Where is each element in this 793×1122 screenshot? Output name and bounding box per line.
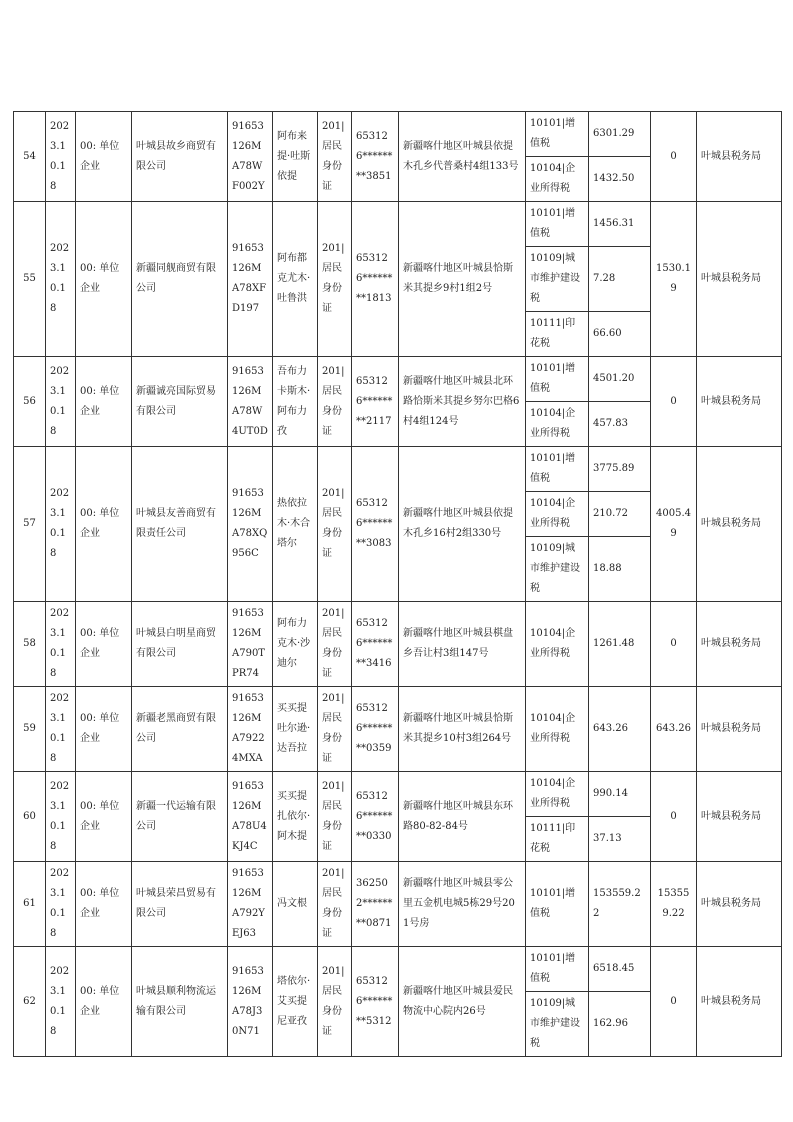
id-type-cell: 201|居民身份证 — [318, 447, 352, 602]
table-row — [14, 112, 782, 157]
id-number-cell: 653126********0330 — [352, 772, 399, 862]
tax-item-cell: 10101|增值税 — [526, 447, 589, 492]
taxpayer-type-cell: 00: 单位企业 — [76, 862, 132, 947]
tax-amount-cell: 1456.31 — [589, 202, 651, 247]
table-row — [14, 687, 782, 772]
tax-amount-cell: 162.96 — [589, 992, 651, 1057]
id-number-cell: 653126********5312 — [352, 947, 399, 1057]
total-amount-cell: 0 — [651, 772, 697, 862]
credit-code-cell: 91653126MA78W4UT0D — [228, 357, 273, 447]
taxpayer-type-cell: 00: 单位企业 — [76, 687, 132, 772]
tax-item-cell: 10109|城市维护建设税 — [526, 992, 589, 1057]
tax-item-cell: 10104|企业所得税 — [526, 492, 589, 537]
id-number-cell: 653126********3083 — [352, 447, 399, 602]
taxpayer-type-cell: 00: 单位企业 — [76, 357, 132, 447]
address-cell: 新疆喀什地区叶城县东环路80-82-84号 — [399, 772, 526, 862]
address-cell: 新疆喀什地区叶城县零公里五金机电城5栋29号201号房 — [399, 862, 526, 947]
row-number-cell: 61 — [14, 862, 46, 947]
table-row — [14, 202, 782, 247]
row-number-cell: 57 — [14, 447, 46, 602]
address-cell: 新疆喀什地区叶城县棋盘乡吾让村3组147号 — [399, 602, 526, 687]
date-cell: 2023.10.18 — [46, 202, 76, 357]
row-number-cell: 58 — [14, 602, 46, 687]
company-name-cell: 叶城县顺利物流运输有限公司 — [132, 947, 228, 1057]
tax-amount-cell: 153559.22 — [589, 862, 651, 947]
total-amount-cell: 643.26 — [651, 687, 697, 772]
address-cell: 新疆喀什地区叶城县北环路恰斯米其提乡努尔巴格6村4组124号 — [399, 357, 526, 447]
company-name-cell: 新疆一代运输有限公司 — [132, 772, 228, 862]
total-amount-cell: 0 — [651, 947, 697, 1057]
id-type-cell: 201|居民身份证 — [318, 772, 352, 862]
date-cell: 2023.10.18 — [46, 112, 76, 202]
company-name-cell: 叶城县荣昌贸易有限公司 — [132, 862, 228, 947]
total-amount-cell: 0 — [651, 602, 697, 687]
tax-office-cell: 叶城县税务局 — [697, 602, 782, 687]
tax-item-cell: 10101|增值税 — [526, 357, 589, 402]
address-cell: 新疆喀什地区叶城县依提木孔乡代普桑村4组133号 — [399, 112, 526, 202]
tax-amount-cell: 4501.20 — [589, 357, 651, 402]
total-amount-cell: 1530.19 — [651, 202, 697, 357]
tax-item-cell: 10111|印花税 — [526, 312, 589, 357]
tax-amount-cell: 3775.89 — [589, 447, 651, 492]
id-number-cell: 653126********2117 — [352, 357, 399, 447]
id-type-cell: 201|居民身份证 — [318, 202, 352, 357]
id-type-cell: 201|居民身份证 — [318, 947, 352, 1057]
legal-representative-cell: 阿布来提·吐斯依提 — [273, 112, 318, 202]
tax-item-cell: 10104|企业所得税 — [526, 402, 589, 447]
total-amount-cell: 0 — [651, 357, 697, 447]
company-name-cell: 叶城县故乡商贸有限公司 — [132, 112, 228, 202]
tax-office-cell: 叶城县税务局 — [697, 772, 782, 862]
address-cell: 新疆喀什地区叶城县恰斯米其提乡10村3组264号 — [399, 687, 526, 772]
date-cell: 2023.10.18 — [46, 602, 76, 687]
tax-amount-cell: 18.88 — [589, 537, 651, 602]
tax-office-cell: 叶城县税务局 — [697, 687, 782, 772]
taxpayer-type-cell: 00: 单位企业 — [76, 447, 132, 602]
company-name-cell: 新疆同舰商贸有限公司 — [132, 202, 228, 357]
table-row — [14, 862, 782, 947]
tax-item-cell: 10101|增值税 — [526, 202, 589, 247]
tax-amount-cell: 990.14 — [589, 772, 651, 817]
address-cell: 新疆喀什地区叶城县恰斯米其提乡9村1组2号 — [399, 202, 526, 357]
tax-item-cell: 10109|城市维护建设税 — [526, 537, 589, 602]
tax-office-cell: 叶城县税务局 — [697, 447, 782, 602]
table-row — [14, 947, 782, 992]
address-cell: 新疆喀什地区叶城县依提木孔乡16村2组330号 — [399, 447, 526, 602]
tax-item-cell: 10104|企业所得税 — [526, 687, 589, 772]
id-type-cell: 201|居民身份证 — [318, 687, 352, 772]
table-row — [14, 447, 782, 492]
credit-code-cell: 91653126MA78WF002Y — [228, 112, 273, 202]
tax-amount-cell: 1261.48 — [589, 602, 651, 687]
id-number-cell: 653126********1813 — [352, 202, 399, 357]
taxpayer-type-cell: 00: 单位企业 — [76, 772, 132, 862]
tax-item-cell: 10104|企业所得税 — [526, 772, 589, 817]
tax-office-cell: 叶城县税务局 — [697, 202, 782, 357]
tax-item-cell: 10101|增值税 — [526, 112, 589, 157]
id-number-cell: 653126********3416 — [352, 602, 399, 687]
total-amount-cell: 4005.49 — [651, 447, 697, 602]
tax-amount-cell: 210.72 — [589, 492, 651, 537]
table-row — [14, 357, 782, 402]
tax-amount-cell: 7.28 — [589, 247, 651, 312]
address-cell: 新疆喀什地区叶城县爱民物流中心院内26号 — [399, 947, 526, 1057]
table-row — [14, 602, 782, 687]
taxpayer-type-cell: 00: 单位企业 — [76, 112, 132, 202]
row-number-cell: 62 — [14, 947, 46, 1057]
credit-code-cell: 91653126MA78U4KJ4C — [228, 772, 273, 862]
tax-item-cell: 10109|城市维护建设税 — [526, 247, 589, 312]
company-name-cell: 新疆诚亮国际贸易有限公司 — [132, 357, 228, 447]
legal-representative-cell: 买买提扎依尔·阿木提 — [273, 772, 318, 862]
credit-code-cell: 91653126MA78XQ956C — [228, 447, 273, 602]
tax-office-cell: 叶城县税务局 — [697, 862, 782, 947]
tax-arrears-table — [13, 111, 782, 1057]
row-number-cell: 54 — [14, 112, 46, 202]
date-cell: 2023.10.18 — [46, 357, 76, 447]
tax-amount-cell: 6301.29 — [589, 112, 651, 157]
tax-item-cell: 10104|企业所得税 — [526, 602, 589, 687]
id-number-cell: 362502********0871 — [352, 862, 399, 947]
tax-amount-cell: 6518.45 — [589, 947, 651, 992]
date-cell: 2023.10.18 — [46, 687, 76, 772]
credit-code-cell: 91653126MA792YEJ63 — [228, 862, 273, 947]
row-number-cell: 59 — [14, 687, 46, 772]
legal-representative-cell: 阿布力克木·沙迪尔 — [273, 602, 318, 687]
tax-item-cell: 10101|增值税 — [526, 862, 589, 947]
tax-item-cell: 10111|印花税 — [526, 817, 589, 862]
legal-representative-cell: 买买提吐尔逊·达吾拉 — [273, 687, 318, 772]
credit-code-cell: 91653126MA78XFD197 — [228, 202, 273, 357]
legal-representative-cell: 热依拉木·木合塔尔 — [273, 447, 318, 602]
date-cell: 2023.10.18 — [46, 772, 76, 862]
id-type-cell: 201|居民身份证 — [318, 357, 352, 447]
date-cell: 2023.10.18 — [46, 947, 76, 1057]
tax-amount-cell: 1432.50 — [589, 157, 651, 202]
id-type-cell: 201|居民身份证 — [318, 602, 352, 687]
tax-amount-cell: 643.26 — [589, 687, 651, 772]
row-number-cell: 56 — [14, 357, 46, 447]
row-number-cell: 55 — [14, 202, 46, 357]
total-amount-cell: 0 — [651, 112, 697, 202]
id-type-cell: 201|居民身份证 — [318, 112, 352, 202]
legal-representative-cell: 阿布都克尤木·吐鲁洪 — [273, 202, 318, 357]
legal-representative-cell: 塔依尔·艾买提尼亚孜 — [273, 947, 318, 1057]
id-number-cell: 653126********0359 — [352, 687, 399, 772]
tax-item-cell: 10101|增值税 — [526, 947, 589, 992]
tax-amount-cell: 37.13 — [589, 817, 651, 862]
id-type-cell: 201|居民身份证 — [318, 862, 352, 947]
credit-code-cell: 91653126MA78J30N71 — [228, 947, 273, 1057]
tax-amount-cell: 457.83 — [589, 402, 651, 447]
table-row — [14, 772, 782, 817]
tax-office-cell: 叶城县税务局 — [697, 112, 782, 202]
tax-amount-cell: 66.60 — [589, 312, 651, 357]
taxpayer-type-cell: 00: 单位企业 — [76, 602, 132, 687]
legal-representative-cell: 吾布力卡斯木·阿布力孜 — [273, 357, 318, 447]
date-cell: 2023.10.18 — [46, 447, 76, 602]
credit-code-cell: 91653126MA790TPR74 — [228, 602, 273, 687]
taxpayer-type-cell: 00: 单位企业 — [76, 947, 132, 1057]
company-name-cell: 叶城县友善商贸有限责任公司 — [132, 447, 228, 602]
tax-office-cell: 叶城县税务局 — [697, 947, 782, 1057]
legal-representative-cell: 冯文根 — [273, 862, 318, 947]
id-number-cell: 653126********3851 — [352, 112, 399, 202]
taxpayer-type-cell: 00: 单位企业 — [76, 202, 132, 357]
company-name-cell: 新疆老黑商贸有限公司 — [132, 687, 228, 772]
credit-code-cell: 91653126MA79224MXA — [228, 687, 273, 772]
total-amount-cell: 153559.22 — [651, 862, 697, 947]
company-name-cell: 叶城县白明星商贸有限公司 — [132, 602, 228, 687]
tax-item-cell: 10104|企业所得税 — [526, 157, 589, 202]
date-cell: 2023.10.18 — [46, 862, 76, 947]
row-number-cell: 60 — [14, 772, 46, 862]
tax-office-cell: 叶城县税务局 — [697, 357, 782, 447]
